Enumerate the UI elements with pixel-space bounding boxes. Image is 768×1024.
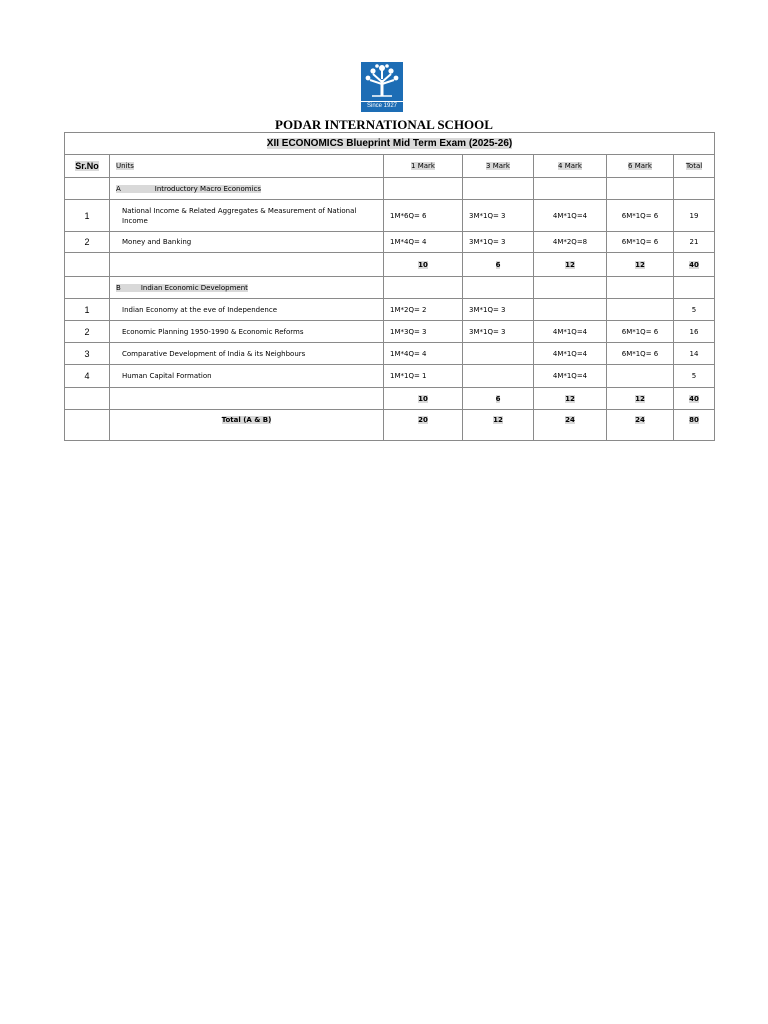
header-3-mark: 3 Mark [463,155,534,178]
school-logo [361,62,403,112]
table-row: 1 Indian Economy at the eve of Independence 1M*2Q= 2 3M*1Q= 3 5 [65,299,715,321]
header-1-mark: 1 Mark [384,155,463,178]
school-name: PODAR INTERNATIONAL SCHOOL [275,117,493,132]
blueprint-table [64,132,715,441]
section-b-title: B Indian Economic Development [110,277,384,299]
table-row: 1 National Income & Related Aggregates & Measurement of National Income 1M*6Q= 6 3M*1Q= 3 4M*1Q=4 6M*1Q= 6 19 [65,200,715,232]
grand-total-row: Total (A & B) 20 12 24 24 80 [65,410,715,441]
header-total: Total [674,155,715,178]
table-row: 2 Money and Banking 1M*4Q= 4 3M*1Q= 3 4M*2Q=8 6M*1Q= 6 21 [65,232,715,253]
exam-title-cell [65,133,715,155]
header-srno: Sr.No [65,155,110,178]
table-row: 4 Human Capital Formation 1M*1Q= 1 4M*1Q=4 5 [65,365,715,388]
header-4-mark: 4 Mark [534,155,607,178]
header-units: Units [110,155,384,178]
exam-title: XII ECONOMICS Blueprint Mid Term Exam (2025-26) [266,138,513,149]
title-row [65,133,715,155]
header-row [65,155,715,178]
section-b-row [65,277,715,299]
table-row: 2 Economic Planning 1950-1990 & Economic Reforms 1M*3Q= 3 3M*1Q= 3 4M*1Q=4 6M*1Q= 6 16 [65,321,715,343]
section-b-subtotal-row: 10 6 12 12 40 [65,388,715,410]
grand-total-label: Total (A & B) [110,410,384,441]
section-a-subtotal-row: 10 6 12 12 40 [65,253,715,277]
tree-icon [361,62,403,102]
section-a-title: A Introductory Macro Economics [110,178,384,200]
section-a-row [65,178,715,200]
logo-since-text: Since 1927 [361,101,403,111]
header-6-mark: 6 Mark [607,155,674,178]
table-row: 3 Comparative Development of India & its Neighbours 1M*4Q= 4 4M*1Q=4 6M*1Q= 6 14 [65,343,715,365]
